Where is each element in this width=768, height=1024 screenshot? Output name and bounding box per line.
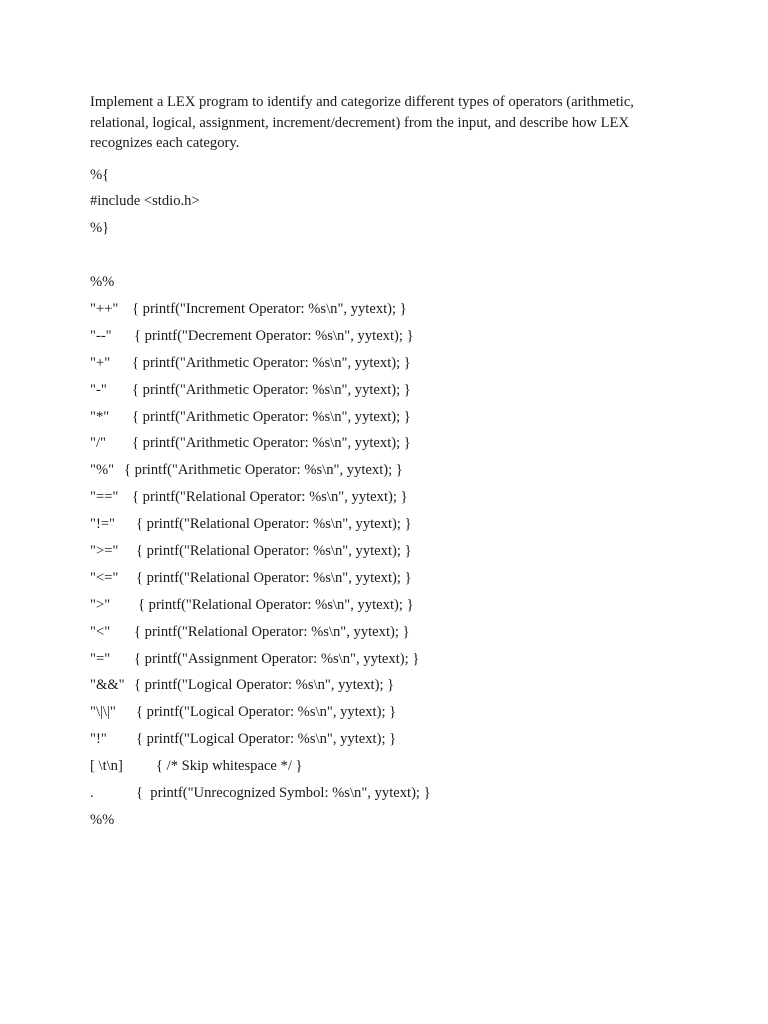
rule-line bbox=[90, 753, 670, 780]
problem-statement: Implement a LEX program to identify and categorize different types of operators (arithmetic, relational, logical, assignment, increment/decrement) from the input, and describe how LEX recognizes each category. bbox=[90, 94, 634, 151]
rule-pattern: "!" bbox=[90, 731, 107, 748]
rule-line bbox=[90, 430, 670, 457]
rule-line bbox=[90, 296, 670, 323]
rule-line bbox=[90, 484, 670, 511]
rule-line bbox=[90, 672, 670, 699]
rule-line bbox=[90, 350, 670, 377]
rule-action: { printf("Relational Operator: %s\n", yytext); } bbox=[134, 623, 410, 640]
rule-pattern: ">" bbox=[90, 596, 111, 613]
rule-pattern: "&&" bbox=[90, 677, 125, 694]
rule-pattern: "<" bbox=[90, 623, 111, 640]
rule-line bbox=[90, 565, 670, 592]
rule-pattern: ">=" bbox=[90, 542, 119, 559]
rules-section-end: %% bbox=[90, 811, 115, 828]
rule-action: { printf("Arithmetic Operator: %s\n", yytext); } bbox=[132, 408, 411, 425]
rule-pattern: "--" bbox=[90, 327, 112, 344]
rule-line bbox=[90, 726, 670, 753]
rule-line bbox=[90, 511, 670, 538]
rule-line bbox=[90, 323, 670, 350]
rule-pattern: "+" bbox=[90, 354, 111, 371]
rule-pattern: "=" bbox=[90, 650, 111, 667]
rule-pattern: "*" bbox=[90, 408, 110, 425]
rule-line bbox=[90, 619, 670, 646]
rule-action: { printf("Relational Operator: %s\n", yytext); } bbox=[138, 596, 414, 613]
rule-action: { printf("Unrecognized Symbol: %s\n", yytext); } bbox=[136, 784, 431, 801]
rule-action: { printf("Relational Operator: %s\n", yytext); } bbox=[136, 516, 412, 533]
rule-action: { printf("Arithmetic Operator: %s\n", yytext); } bbox=[124, 462, 403, 479]
rule-line bbox=[90, 592, 670, 619]
rule-action: { printf("Relational Operator: %s\n", yytext); } bbox=[132, 489, 408, 506]
lex-program bbox=[90, 162, 670, 834]
rule-line bbox=[90, 377, 670, 404]
rule-pattern: "!=" bbox=[90, 516, 116, 533]
rule-action: { printf("Relational Operator: %s\n", yytext); } bbox=[136, 569, 412, 586]
rule-action: { printf("Arithmetic Operator: %s\n", yytext); } bbox=[132, 354, 411, 371]
rule-pattern: "/" bbox=[90, 435, 106, 452]
rule-action: { printf("Arithmetic Operator: %s\n", yytext); } bbox=[132, 435, 411, 452]
rule-action: { printf("Increment Operator: %s\n", yytext); } bbox=[132, 300, 407, 317]
definitions-close: %} bbox=[90, 220, 110, 237]
rule-pattern: "==" bbox=[90, 489, 119, 506]
rule-line bbox=[90, 457, 670, 484]
rule-pattern: . bbox=[90, 784, 94, 801]
rule-pattern: "<=" bbox=[90, 569, 119, 586]
rule-action: { /* Skip whitespace */ } bbox=[156, 758, 303, 775]
rule-line bbox=[90, 404, 670, 431]
rule-pattern: "++" bbox=[90, 300, 119, 317]
blank-line bbox=[90, 242, 670, 269]
rule-pattern: [ \t\n] bbox=[90, 758, 123, 775]
document-page bbox=[90, 92, 670, 834]
rules-section-start: %% bbox=[90, 274, 115, 291]
rule-line bbox=[90, 646, 670, 673]
rule-pattern: "\|\|" bbox=[90, 704, 116, 721]
include-directive: #include <stdio.h> bbox=[90, 193, 200, 210]
definitions-open: %{ bbox=[90, 166, 110, 183]
rule-action: { printf("Assignment Operator: %s\n", yytext); } bbox=[134, 650, 420, 667]
rule-line bbox=[90, 699, 670, 726]
rule-action: { printf("Arithmetic Operator: %s\n", yytext); } bbox=[132, 381, 411, 398]
rule-line bbox=[90, 780, 670, 807]
rule-line bbox=[90, 538, 670, 565]
rule-pattern: "-" bbox=[90, 381, 107, 398]
rule-pattern: "%" bbox=[90, 462, 115, 479]
rule-action: { printf("Logical Operator: %s\n", yytext); } bbox=[134, 677, 395, 694]
rule-action: { printf("Relational Operator: %s\n", yytext); } bbox=[136, 542, 412, 559]
rule-action: { printf("Decrement Operator: %s\n", yytext); } bbox=[134, 327, 414, 344]
rule-action: { printf("Logical Operator: %s\n", yytext); } bbox=[136, 704, 397, 721]
rule-action: { printf("Logical Operator: %s\n", yytext); } bbox=[136, 731, 397, 748]
